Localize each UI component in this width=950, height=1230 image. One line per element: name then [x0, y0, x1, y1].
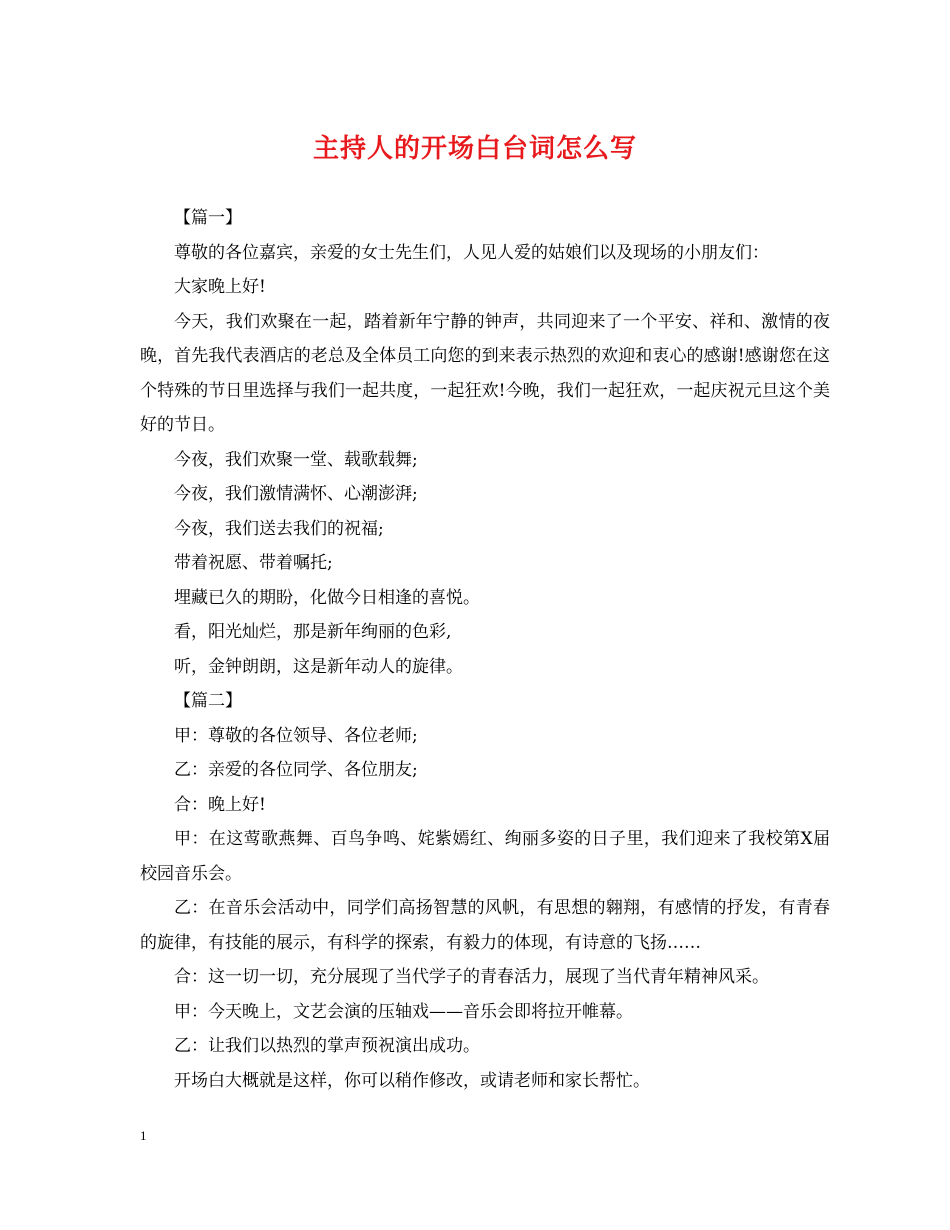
page-number: 1	[140, 1128, 147, 1143]
paragraph: 今天，我们欢聚在一起，踏着新年宁静的钟声，共同迎来了一个平安、祥和、激情的夜晚，首先我代表酒店的老总及全体员工向您的到来表示热烈的欢迎和衷心的感谢!感谢您在这个特殊的节日里选择与我们一起共度，一起狂欢!今晚，我们一起狂欢，一起庆祝元旦这个美好的节日。	[140, 311, 830, 435]
paragraph: 甲：在这莺歌燕舞、百鸟争鸣、姹紫嫣红、绚丽多姿的日子里，我们迎来了我校第X届校园音乐会。	[140, 829, 830, 884]
paragraph: 乙：亲爱的各位同学、各位朋友;	[174, 760, 418, 780]
paragraph: 开场白大概就是这样，你可以稍作修改，或请老师和家长帮忙。	[174, 1070, 650, 1091]
paragraph: 乙：让我们以热烈的掌声预祝演出成功。	[174, 1036, 480, 1056]
paragraph: 合：晚上好!	[174, 794, 266, 815]
paragraph: 大家晚上好!	[174, 277, 266, 297]
paragraph: 尊敬的各位嘉宾，亲爱的女士先生们，人见人爱的姑娘们以及现场的小朋友们：	[174, 242, 769, 263]
paragraph: 乙：在音乐会活动中，同学们高扬智慧的风帆，有思想的翱翔，有感情的抒发，有青春的旋律，有技能的展示，有科学的探索，有毅力的体现，有诗意的飞扬……	[140, 898, 830, 953]
paragraph: 今夜，我们激情满怀、心潮澎湃;	[174, 484, 418, 504]
paragraph: 带着祝愿、带着嘱托;	[174, 553, 333, 573]
section-heading-2: 【篇二】	[174, 691, 242, 711]
section-heading-1: 【篇一】	[174, 208, 242, 228]
paragraph: 听，金钟朗朗，这是新年动人的旋律。	[174, 656, 463, 677]
paragraph: 甲：尊敬的各位领导、各位老师;	[174, 725, 418, 746]
paragraph: 看，阳光灿烂，那是新年绚丽的色彩,	[174, 622, 452, 642]
paragraph: 埋藏已久的期盼，化做今日相逢的喜悦。	[174, 587, 480, 608]
document-title: 主持人的开场白台词怎么写	[312, 134, 637, 164]
paragraph: 今夜，我们送去我们的祝福;	[174, 518, 384, 539]
document-body	[140, 201, 830, 1098]
paragraph: 今夜，我们欢聚一堂、载歌载舞;	[174, 449, 418, 470]
paragraph: 甲：今天晚上，文艺会演的压轴戏——音乐会即将拉开帷幕。	[174, 1001, 633, 1022]
paragraph: 合：这一切一切，充分展现了当代学子的青春活力，展现了当代青年精神风采。	[174, 967, 769, 987]
